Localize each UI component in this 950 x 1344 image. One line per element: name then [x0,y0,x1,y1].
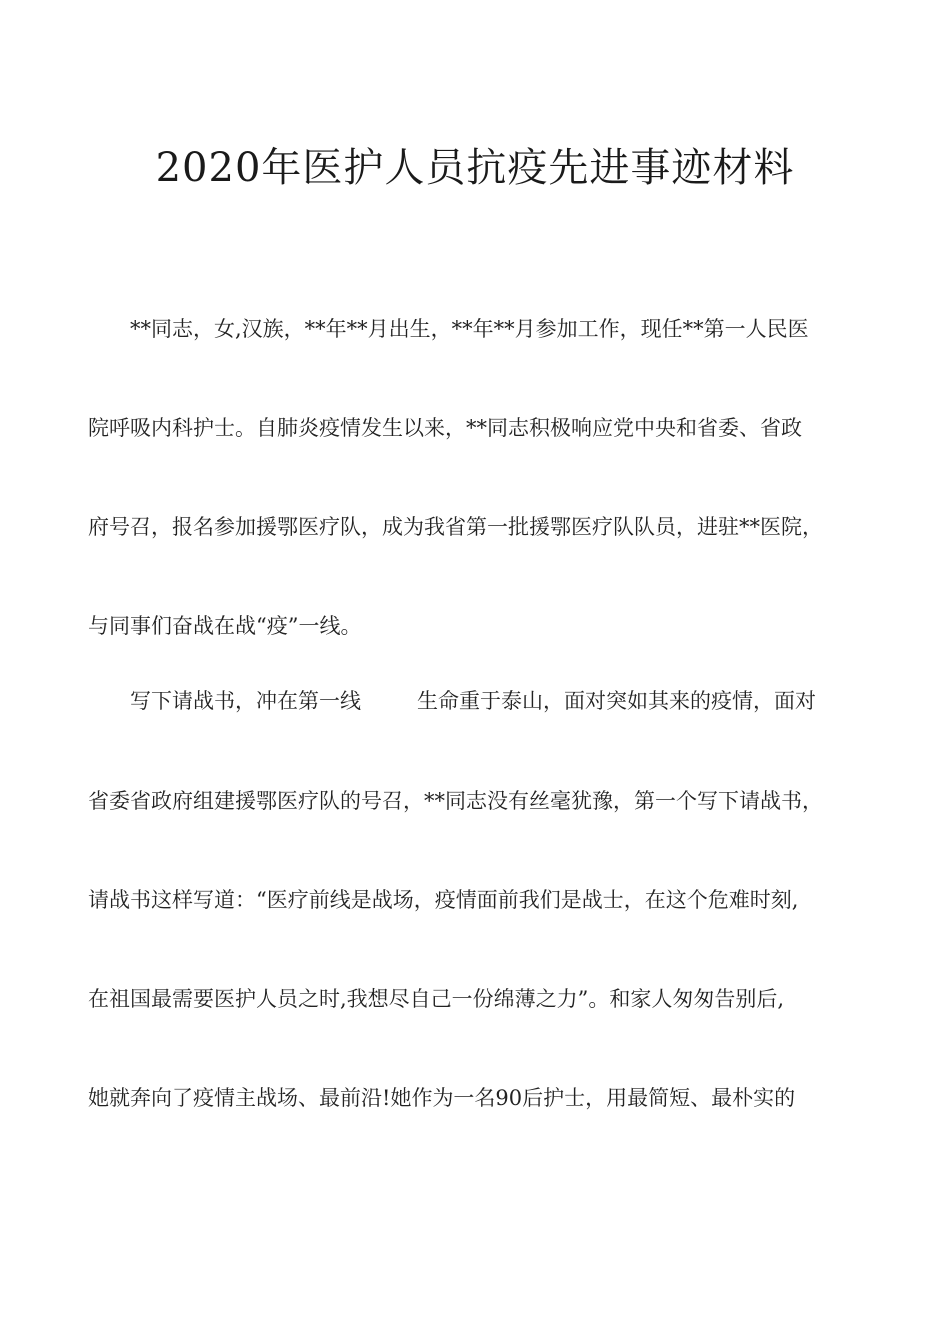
section-line [130,686,910,716]
document-title: 2020年医护人员抗疫先进事迹材料 [155,145,795,191]
paragraph-line: 府号召，报名参加援鄂医疗队，成为我省第一批援鄂医疗队队员，进驻**医院， [88,515,823,539]
paragraph-line: 请战书这样写道：“医疗前线是战场，疫情面前我们是战士，在这个危难时刻, [88,888,799,912]
paragraph-line: 院呼吸内科护士。自肺炎疫情发生以来，**同志积极响应党中央和省委、省政 [88,416,802,440]
paragraph-line: 与同事们奋战在战“疫”一线。 [88,614,362,638]
section-first-line: 生命重于泰山，面对突如其来的疫情，面对 [417,689,816,713]
paragraph-line: 省委省政府组建援鄂医疗队的号召，**同志没有丝毫犹豫，第一个写下请战书， [88,789,823,813]
section-heading: 写下请战书，冲在第一线 [130,689,361,713]
paragraph-line: 在祖国最需要医护人员之时,我想尽自己一份绵薄之力”。和家人匆匆告别后, [88,987,785,1011]
paragraph-line: **同志，女,汉族，**年**月出生，**年**月参加工作，现任**第一人民医 [130,317,809,341]
paragraph-line: 她就奔向了疫情主战场、最前沿!她作为一名90后护士，用最简短、最朴实的 [88,1086,796,1110]
